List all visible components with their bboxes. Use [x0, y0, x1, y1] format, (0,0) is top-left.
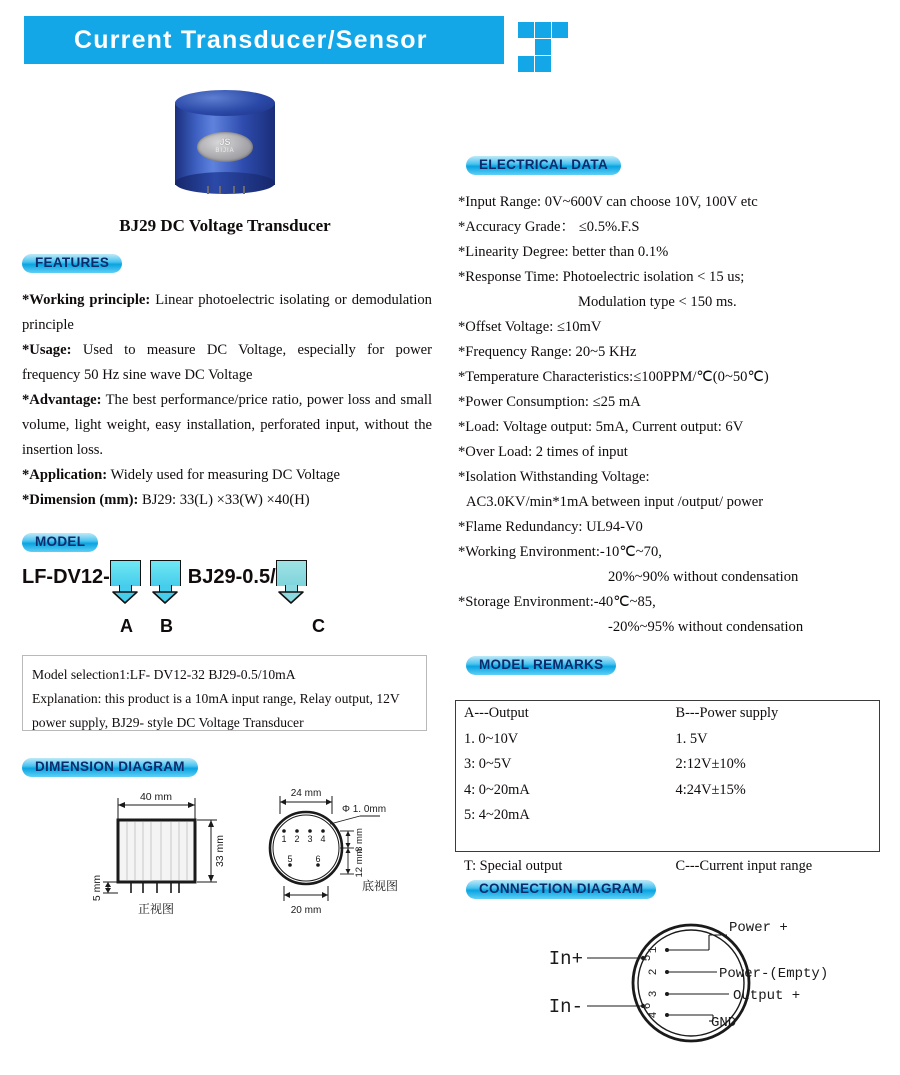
electrical-line: *Response Time: Photoelectric isolation < 15 us;	[458, 269, 745, 285]
front-width-label: 40 mm	[139, 791, 173, 803]
model-letter-c: C	[312, 616, 325, 636]
connection-pin-label: 3	[648, 990, 660, 998]
product-title: BJ29 DC Voltage Transducer	[119, 216, 331, 235]
remarks-row: 4: 0~20mA	[464, 781, 530, 798]
feature-label: *Usage:	[22, 342, 72, 358]
electrical-line: *Input Range: 0V~600V can choose 10V, 100V etc	[458, 194, 758, 210]
model-letter-b: B	[160, 616, 173, 636]
remarks-row: A---Output	[464, 705, 529, 721]
model-badge: MODEL	[22, 533, 98, 552]
checker-pattern-decoration	[518, 22, 586, 64]
model-letter-a: A	[120, 616, 133, 636]
connection-label: Power +	[729, 920, 788, 936]
electrical-line: Modulation type < 150 ms.	[578, 294, 737, 310]
bottom-view-diagram	[252, 782, 424, 918]
product-bottom	[175, 172, 275, 194]
electrical-line: 20%~90% without condensation	[608, 569, 799, 585]
feature-item	[22, 388, 432, 463]
connection-pin-label: 6	[642, 1002, 654, 1010]
connection-pin-label: 4	[648, 1011, 660, 1019]
electrical-line: *Power Consumption: ≤25 mA	[458, 394, 641, 410]
front-view-diagram	[75, 780, 245, 920]
feature-text: BJ29: 33(L) ×33(W) ×40(H)	[142, 492, 310, 508]
feature-label: *Dimension (mm):	[22, 492, 139, 508]
remarks-row: 3: 0~5V	[464, 756, 512, 772]
remarks-row: C---Current input range	[675, 858, 813, 874]
feature-item	[22, 463, 432, 488]
model-slot-b	[150, 560, 181, 604]
connection-label: Output +	[733, 988, 801, 1004]
electrical-line: *Frequency Range: 20~5 KHz	[458, 344, 637, 360]
front-height-label: 33 mm	[214, 834, 226, 868]
connection-pin-label: 2	[648, 968, 660, 976]
model-note-line: Explanation: this product is a 10mA input range, Relay output, 12V	[32, 691, 400, 706]
model-note-line: Model selection1:LF- DV12-32 BJ29-0.5/10mA	[32, 667, 296, 682]
header-banner	[24, 16, 564, 64]
feature-text: Widely used for measuring DC Voltage	[110, 467, 341, 483]
feature-label: *Advantage:	[22, 392, 102, 408]
front-pin-label: 5 mm	[91, 874, 103, 902]
feature-label: *Working principle:	[22, 292, 151, 308]
electrical-line: *Linearity Degree: better than 0.1%	[458, 244, 669, 260]
bottom-pin-label: 3	[307, 834, 313, 844]
model-slot-c	[276, 560, 307, 604]
dimension-diagram-badge: DIMENSION DIAGRAM	[22, 758, 198, 777]
product-pin	[219, 186, 221, 194]
model-code-row	[22, 560, 307, 606]
remarks-row: 1. 0~10V	[464, 730, 519, 747]
front-view-caption: 正视图	[137, 902, 175, 916]
electrical-line: *Load: Voltage output: 5mA, Current output: 6V	[458, 419, 744, 435]
bottom-pin-label: 1	[281, 834, 287, 844]
remarks-column-right	[668, 701, 880, 874]
bottom-view-caption: 底视图	[361, 879, 399, 893]
product-pin	[207, 186, 209, 194]
model-explanation-box	[22, 655, 427, 731]
pin-diameter-label: Φ 1. 0mm	[341, 804, 387, 815]
connection-diagram-badge: CONNECTION DIAGRAM	[466, 880, 656, 899]
product-label-subtext: BIJIA	[215, 148, 235, 154]
product-photo	[175, 90, 275, 195]
electrical-line: *Temperature Characteristics:≤100PPM/℃(0~50℃)	[458, 369, 769, 385]
product-label	[197, 132, 253, 162]
product-pin	[243, 186, 245, 194]
model-remarks-table	[455, 700, 880, 874]
electrical-data-badge: ELECTRICAL DATA	[466, 156, 621, 175]
remarks-row	[668, 829, 880, 855]
product-label-text: JS	[219, 137, 231, 147]
product-top	[175, 90, 275, 116]
electrical-line: *Working Environment:-10℃~70,	[458, 544, 662, 560]
connection-label: GND	[711, 1015, 737, 1031]
product-pin	[233, 186, 235, 194]
feature-text: The best performance/price ratio, power loss and small volume, light weight, easy installation, perforated input, without the insertion loss.	[22, 392, 433, 458]
feature-item	[22, 488, 432, 513]
remarks-row: 5: 4~20mA	[464, 807, 530, 823]
electrical-line: AC3.0KV/min*1mA between input /output/ power	[466, 494, 764, 510]
bottom-v1-label: 8 mm	[354, 828, 365, 852]
feature-item	[22, 338, 432, 388]
connection-diagram	[495, 905, 895, 1065]
model-slot-letters	[22, 616, 442, 640]
remarks-column-left	[456, 701, 668, 874]
model-slot-a	[110, 560, 141, 604]
bottom-bottom-width-label: 20 mm	[290, 905, 322, 916]
electrical-line: *Storage Environment:-40℃~85,	[458, 594, 656, 610]
remarks-row: 1. 5V	[675, 730, 708, 747]
model-remarks-badge: MODEL REMARKS	[466, 656, 616, 675]
electrical-line: *Flame Redundancy: UL94-V0	[458, 519, 643, 535]
connection-pin-label: 1	[648, 946, 660, 954]
electrical-line: *Offset Voltage: ≤10mV	[458, 319, 602, 335]
bottom-pin-label: 4	[320, 834, 326, 844]
electrical-line: *Isolation Withstanding Voltage:	[458, 469, 650, 485]
electrical-data-list	[458, 190, 888, 640]
remarks-row: T: Special output	[464, 858, 563, 874]
model-note-line: power supply, BJ29- style DC Voltage Transducer	[32, 715, 304, 730]
connection-label: Power-(Empty)	[719, 966, 829, 982]
remarks-row: 2:12V±10%	[675, 756, 746, 772]
features-badge: FEATURES	[22, 254, 122, 273]
model-prefix: LF-DV12-	[22, 566, 110, 588]
feature-text: Used to measure DC Voltage, especially for power frequency 50 Hz sine wave DC Voltage	[22, 342, 433, 383]
connection-pin-label: 5	[642, 954, 654, 962]
model-middle: BJ29-0.5/	[187, 566, 276, 588]
feature-label: *Application:	[22, 467, 108, 483]
bottom-pin-label: 2	[294, 834, 300, 844]
remarks-row	[668, 803, 880, 829]
bottom-pin-label: 5	[287, 854, 293, 864]
features-list	[22, 288, 432, 513]
connection-in-minus-label: In-	[548, 996, 583, 1018]
connection-in-plus-label: In+	[548, 948, 583, 970]
bottom-top-width-label: 24 mm	[290, 788, 322, 799]
page-title: Current Transducer/Sensor	[74, 26, 428, 54]
feature-text: Linear photoelectric isolating or demodulation principle	[22, 292, 432, 333]
feature-item	[22, 288, 432, 338]
electrical-line: *Accuracy Grade： ≤0.5%.F.S	[458, 219, 640, 235]
electrical-line: -20%~95% without condensation	[608, 619, 804, 635]
remarks-row: 4:24V±15%	[675, 781, 746, 798]
remarks-row: B---Power supply	[675, 705, 779, 721]
bottom-v2-label: 12 mm	[354, 848, 365, 878]
bottom-pin-label: 6	[315, 854, 321, 864]
remarks-row	[456, 829, 668, 855]
electrical-line: *Over Load: 2 times of input	[458, 444, 628, 460]
